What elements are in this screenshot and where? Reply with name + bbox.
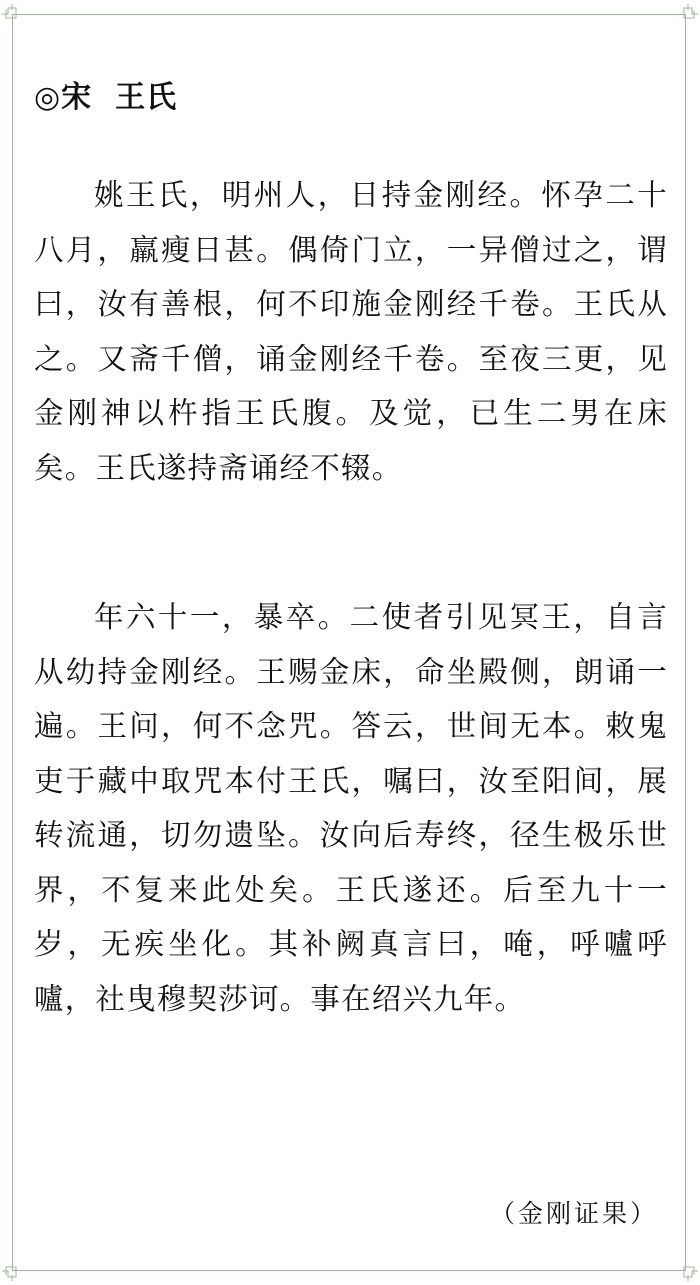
paragraph-2: 年六十一，暴卒。二使者引见冥王，自言从幼持金刚经。王赐金床，命坐殿侧，朗诵一遍。王问，何不念咒。答云，世间无本。敕鬼吏于藏中取咒本付王氏，嘱曰，汝至阳间，展转流通，切勿遗坠。汝向后寿终，径生极乐世界，不复来此处矣。王氏遂还。后至九十一岁，无疾坐化。其补阙真言曰，唵，呼嚧呼嚧，社曳穆契莎诃。事在绍兴九年。 [34, 600, 668, 1016]
paragraph-1: 姚王氏，明州人，日持金刚经。怀孕二十八月，羸瘦日甚。偶倚门立，一异僧过之，谓曰，汝有善根，何不印施金刚经千卷。王氏从之。又斋千僧，诵金刚经千卷。至夜三更，见金刚神以杵指王氏腹。及觉，已生二男在床矣。王氏遂持斋诵经不辍。 [34, 178, 668, 485]
corner-ornament-top-right [676, 4, 698, 26]
source-citation: （金刚证果） [489, 1199, 658, 1228]
corner-ornament-bottom-right [676, 1259, 698, 1281]
corner-ornament-bottom-left [2, 1259, 24, 1281]
page-title: ◎宋 王氏 [34, 80, 178, 115]
corner-ornament-top-left [2, 4, 24, 26]
